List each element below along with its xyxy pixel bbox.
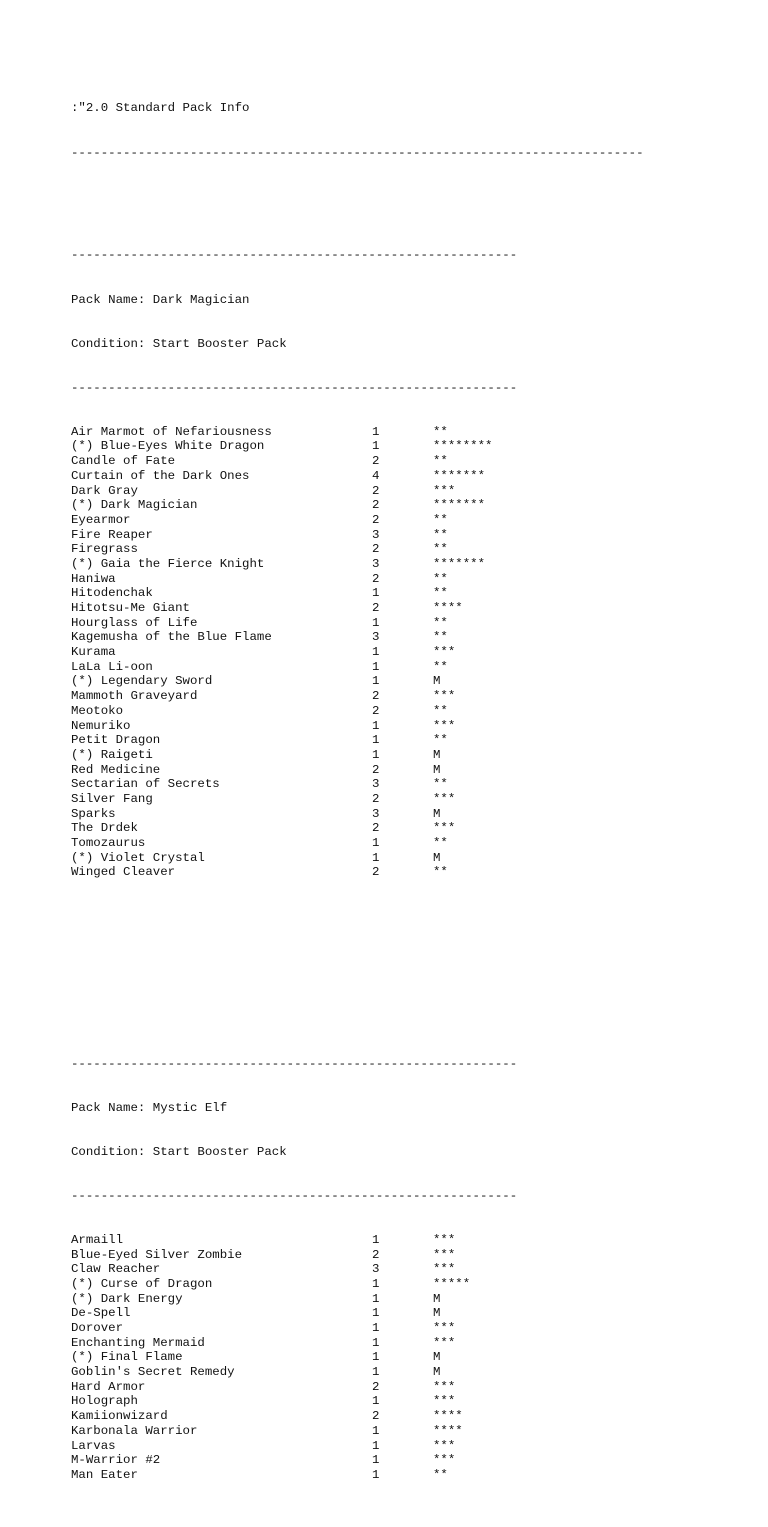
card-rarity: ** xyxy=(433,615,448,630)
card-rarity: ** xyxy=(433,424,448,439)
card-quantity: 1 xyxy=(372,1335,380,1350)
card-quantity: 1 xyxy=(372,659,380,674)
card-quantity: 3 xyxy=(372,630,380,645)
card-rarity: *** xyxy=(433,1335,456,1350)
pack-name: Pack Name: Dark Magician xyxy=(71,292,250,307)
card-row xyxy=(71,674,644,689)
card-name: The Drdek xyxy=(71,821,138,836)
card-rarity: *** xyxy=(433,791,456,806)
card-rarity: *** xyxy=(433,1232,456,1247)
card-quantity: 1 xyxy=(372,586,380,601)
card-row xyxy=(71,1365,644,1380)
card-name: Karbonala Warrior xyxy=(71,1423,198,1438)
card-name: Tomozaurus xyxy=(71,836,146,851)
card-quantity: 1 xyxy=(372,1467,380,1482)
card-row xyxy=(71,807,644,822)
card-quantity: 1 xyxy=(372,1306,380,1321)
card-rarity: *** xyxy=(433,645,456,660)
card-rarity: M xyxy=(433,674,441,689)
card-rarity: ** xyxy=(433,1467,448,1482)
divider-long: ----------------------------------------------------------------------------- xyxy=(71,145,644,160)
card-quantity: 1 xyxy=(372,1232,380,1247)
card-row xyxy=(71,1350,644,1365)
card-name: Winged Cleaver xyxy=(71,865,176,880)
card-row xyxy=(71,777,644,792)
card-quantity: 1 xyxy=(372,439,380,454)
document-text xyxy=(71,72,644,1527)
card-row xyxy=(71,689,644,704)
card-row xyxy=(71,1394,644,1409)
card-row xyxy=(71,748,644,763)
card-quantity: 2 xyxy=(372,689,380,704)
card-name: Meotoko xyxy=(71,703,124,718)
card-name: Kurama xyxy=(71,645,116,660)
card-quantity: 2 xyxy=(372,601,380,616)
card-row xyxy=(71,719,644,734)
card-quantity: 1 xyxy=(372,1365,380,1380)
card-row xyxy=(71,1277,644,1292)
card-list xyxy=(71,1233,644,1483)
card-row xyxy=(71,528,644,543)
card-quantity: 1 xyxy=(372,1394,380,1409)
card-quantity: 2 xyxy=(372,483,380,498)
card-name: Sectarian of Secrets xyxy=(71,777,220,792)
card-name: Eyearmor xyxy=(71,512,131,527)
card-rarity: **** xyxy=(433,601,463,616)
card-rarity: M xyxy=(433,850,441,865)
card-quantity: 3 xyxy=(372,806,380,821)
card-name: (*) Curse of Dragon xyxy=(71,1276,213,1291)
card-quantity: 2 xyxy=(372,498,380,513)
card-rarity: ** xyxy=(433,777,448,792)
document-title: :"2.0 Standard Pack Info xyxy=(71,101,250,116)
card-row xyxy=(71,630,644,645)
card-quantity: 1 xyxy=(372,733,380,748)
pack-condition: Condition: Start Booster Pack xyxy=(71,336,287,351)
card-quantity: 2 xyxy=(372,762,380,777)
card-row xyxy=(71,1468,644,1483)
card-quantity: 2 xyxy=(372,1379,380,1394)
card-quantity: 1 xyxy=(372,615,380,630)
pack-name: Pack Name: Mystic Elf xyxy=(71,1100,228,1115)
card-rarity: ***** xyxy=(433,1276,471,1291)
card-name: (*) Dark Magician xyxy=(71,498,198,513)
card-quantity: 1 xyxy=(372,1453,380,1468)
card-rarity: ** xyxy=(433,865,448,880)
card-row xyxy=(71,865,644,880)
card-quantity: 1 xyxy=(372,1350,380,1365)
card-row xyxy=(71,1292,644,1307)
card-rarity: *** xyxy=(433,1394,456,1409)
card-rarity: ** xyxy=(433,836,448,851)
pack-section-dark-magician xyxy=(71,219,644,910)
card-rarity: ******** xyxy=(433,439,493,454)
card-quantity: 1 xyxy=(372,674,380,689)
card-name: Kagemusha of the Blue Flame xyxy=(71,630,272,645)
card-name: Dark Gray xyxy=(71,483,138,498)
card-row xyxy=(71,572,644,587)
card-rarity: **** xyxy=(433,1423,463,1438)
card-row xyxy=(71,484,644,499)
spacer xyxy=(71,954,644,969)
card-rarity: M xyxy=(433,1350,441,1365)
card-row xyxy=(71,704,644,719)
card-name: Armaill xyxy=(71,1232,124,1247)
card-quantity: 2 xyxy=(372,542,380,557)
card-row xyxy=(71,763,644,778)
divider: ------------------------------------------------------------ xyxy=(71,1056,518,1071)
card-rarity: ** xyxy=(433,512,448,527)
card-quantity: 2 xyxy=(372,865,380,880)
card-row xyxy=(71,425,644,440)
divider: ------------------------------------------------------------ xyxy=(71,1188,518,1203)
card-row xyxy=(71,513,644,528)
card-quantity: 1 xyxy=(372,850,380,865)
card-name: (*) Raigeti xyxy=(71,747,153,762)
card-quantity: 3 xyxy=(372,556,380,571)
card-rarity: *** xyxy=(433,821,456,836)
card-quantity: 1 xyxy=(372,424,380,439)
card-list xyxy=(71,425,644,880)
card-name: Larvas xyxy=(71,1438,116,1453)
card-name: Hard Armor xyxy=(71,1379,146,1394)
card-rarity: *** xyxy=(433,483,456,498)
card-name: Man Eater xyxy=(71,1467,138,1482)
card-row xyxy=(71,1233,644,1248)
card-rarity: M xyxy=(433,1365,441,1380)
card-quantity: 1 xyxy=(372,645,380,660)
card-name: Mammoth Graveyard xyxy=(71,689,198,704)
card-name: Firegrass xyxy=(71,542,138,557)
card-name: Kamiionwizard xyxy=(71,1409,168,1424)
card-row xyxy=(71,836,644,851)
card-name: Enchanting Mermaid xyxy=(71,1335,205,1350)
card-row xyxy=(71,1453,644,1468)
card-rarity: *** xyxy=(433,1379,456,1394)
card-row xyxy=(71,821,644,836)
card-rarity: ** xyxy=(433,733,448,748)
card-row xyxy=(71,557,644,572)
card-row xyxy=(71,616,644,631)
card-row xyxy=(71,660,644,675)
card-quantity: 2 xyxy=(372,512,380,527)
card-rarity: *** xyxy=(433,1453,456,1468)
card-name: De-Spell xyxy=(71,1306,131,1321)
card-name: (*) Blue-Eyes White Dragon xyxy=(71,439,265,454)
card-name: M-Warrior #2 xyxy=(71,1453,161,1468)
card-quantity: 1 xyxy=(372,836,380,851)
card-quantity: 2 xyxy=(372,454,380,469)
card-rarity: ******* xyxy=(433,468,486,483)
card-row xyxy=(71,851,644,866)
card-name: Dorover xyxy=(71,1321,124,1336)
card-row xyxy=(71,542,644,557)
card-name: Sparks xyxy=(71,806,116,821)
card-row xyxy=(71,733,644,748)
card-name: LaLa Li-oon xyxy=(71,659,153,674)
card-row xyxy=(71,439,644,454)
card-row xyxy=(71,601,644,616)
card-row xyxy=(71,792,644,807)
card-row xyxy=(71,1439,644,1454)
card-name: (*) Violet Crystal xyxy=(71,850,205,865)
card-rarity: ** xyxy=(433,454,448,469)
card-name: Curtain of the Dark Ones xyxy=(71,468,250,483)
card-name: Goblin's Secret Remedy xyxy=(71,1365,235,1380)
card-name: (*) Gaia the Fierce Knight xyxy=(71,556,265,571)
card-row xyxy=(71,1262,644,1277)
card-name: Air Marmot of Nefariousness xyxy=(71,424,272,439)
card-quantity: 2 xyxy=(372,821,380,836)
card-row xyxy=(71,645,644,660)
card-name: Petit Dragon xyxy=(71,733,161,748)
card-rarity: ** xyxy=(433,542,448,557)
card-row xyxy=(71,498,644,513)
card-quantity: 1 xyxy=(372,747,380,762)
card-quantity: 1 xyxy=(372,1423,380,1438)
card-name: (*) Legendary Sword xyxy=(71,674,213,689)
card-name: Candle of Fate xyxy=(71,454,176,469)
card-rarity: M xyxy=(433,762,441,777)
card-row xyxy=(71,1409,644,1424)
card-rarity: ** xyxy=(433,571,448,586)
card-rarity: M xyxy=(433,1291,441,1306)
card-row xyxy=(71,469,644,484)
card-quantity: 3 xyxy=(372,527,380,542)
card-row xyxy=(71,1306,644,1321)
card-rarity: ** xyxy=(433,703,448,718)
divider: ------------------------------------------------------------ xyxy=(71,380,518,395)
card-rarity: **** xyxy=(433,1409,463,1424)
card-quantity: 3 xyxy=(372,777,380,792)
card-name: Red Medicine xyxy=(71,762,161,777)
card-rarity: *** xyxy=(433,1247,456,1262)
card-rarity: ** xyxy=(433,630,448,645)
card-quantity: 1 xyxy=(372,1276,380,1291)
card-rarity: *** xyxy=(433,1321,456,1336)
card-name: Claw Reacher xyxy=(71,1262,161,1277)
card-quantity: 4 xyxy=(372,468,380,483)
card-row xyxy=(71,1336,644,1351)
divider: ------------------------------------------------------------ xyxy=(71,248,518,263)
card-rarity: M xyxy=(433,806,441,821)
card-name: (*) Final Flame xyxy=(71,1350,183,1365)
card-name: Hourglass of Life xyxy=(71,615,198,630)
card-name: Fire Reaper xyxy=(71,527,153,542)
card-name: (*) Dark Energy xyxy=(71,1291,183,1306)
card-name: Blue-Eyed Silver Zombie xyxy=(71,1247,243,1262)
card-rarity: ** xyxy=(433,586,448,601)
card-name: Hitodenchak xyxy=(71,586,153,601)
card-rarity: ** xyxy=(433,659,448,674)
card-quantity: 1 xyxy=(372,1291,380,1306)
card-row xyxy=(71,1321,644,1336)
card-rarity: *** xyxy=(433,1438,456,1453)
card-rarity: ******* xyxy=(433,556,486,571)
card-rarity: *** xyxy=(433,689,456,704)
card-rarity: *** xyxy=(433,1262,456,1277)
card-quantity: 2 xyxy=(372,1247,380,1262)
card-quantity: 3 xyxy=(372,1262,380,1277)
card-name: Nemuriko xyxy=(71,718,131,733)
card-name: Holograph xyxy=(71,1394,138,1409)
pack-section-mystic-elf xyxy=(71,1027,644,1512)
card-name: Silver Fang xyxy=(71,791,153,806)
card-rarity: ******* xyxy=(433,498,486,513)
card-quantity: 2 xyxy=(372,791,380,806)
card-quantity: 2 xyxy=(372,1409,380,1424)
card-quantity: 2 xyxy=(372,703,380,718)
card-rarity: *** xyxy=(433,718,456,733)
pack-condition: Condition: Start Booster Pack xyxy=(71,1144,287,1159)
card-rarity: ** xyxy=(433,527,448,542)
card-row xyxy=(71,1380,644,1395)
card-row xyxy=(71,454,644,469)
card-rarity: M xyxy=(433,747,441,762)
card-rarity: M xyxy=(433,1306,441,1321)
card-name: Hitotsu-Me Giant xyxy=(71,601,190,616)
card-row xyxy=(71,1424,644,1439)
card-row xyxy=(71,586,644,601)
card-quantity: 2 xyxy=(372,571,380,586)
card-quantity: 1 xyxy=(372,1321,380,1336)
card-row xyxy=(71,1248,644,1263)
card-quantity: 1 xyxy=(372,718,380,733)
card-name: Haniwa xyxy=(71,571,116,586)
card-quantity: 1 xyxy=(372,1438,380,1453)
